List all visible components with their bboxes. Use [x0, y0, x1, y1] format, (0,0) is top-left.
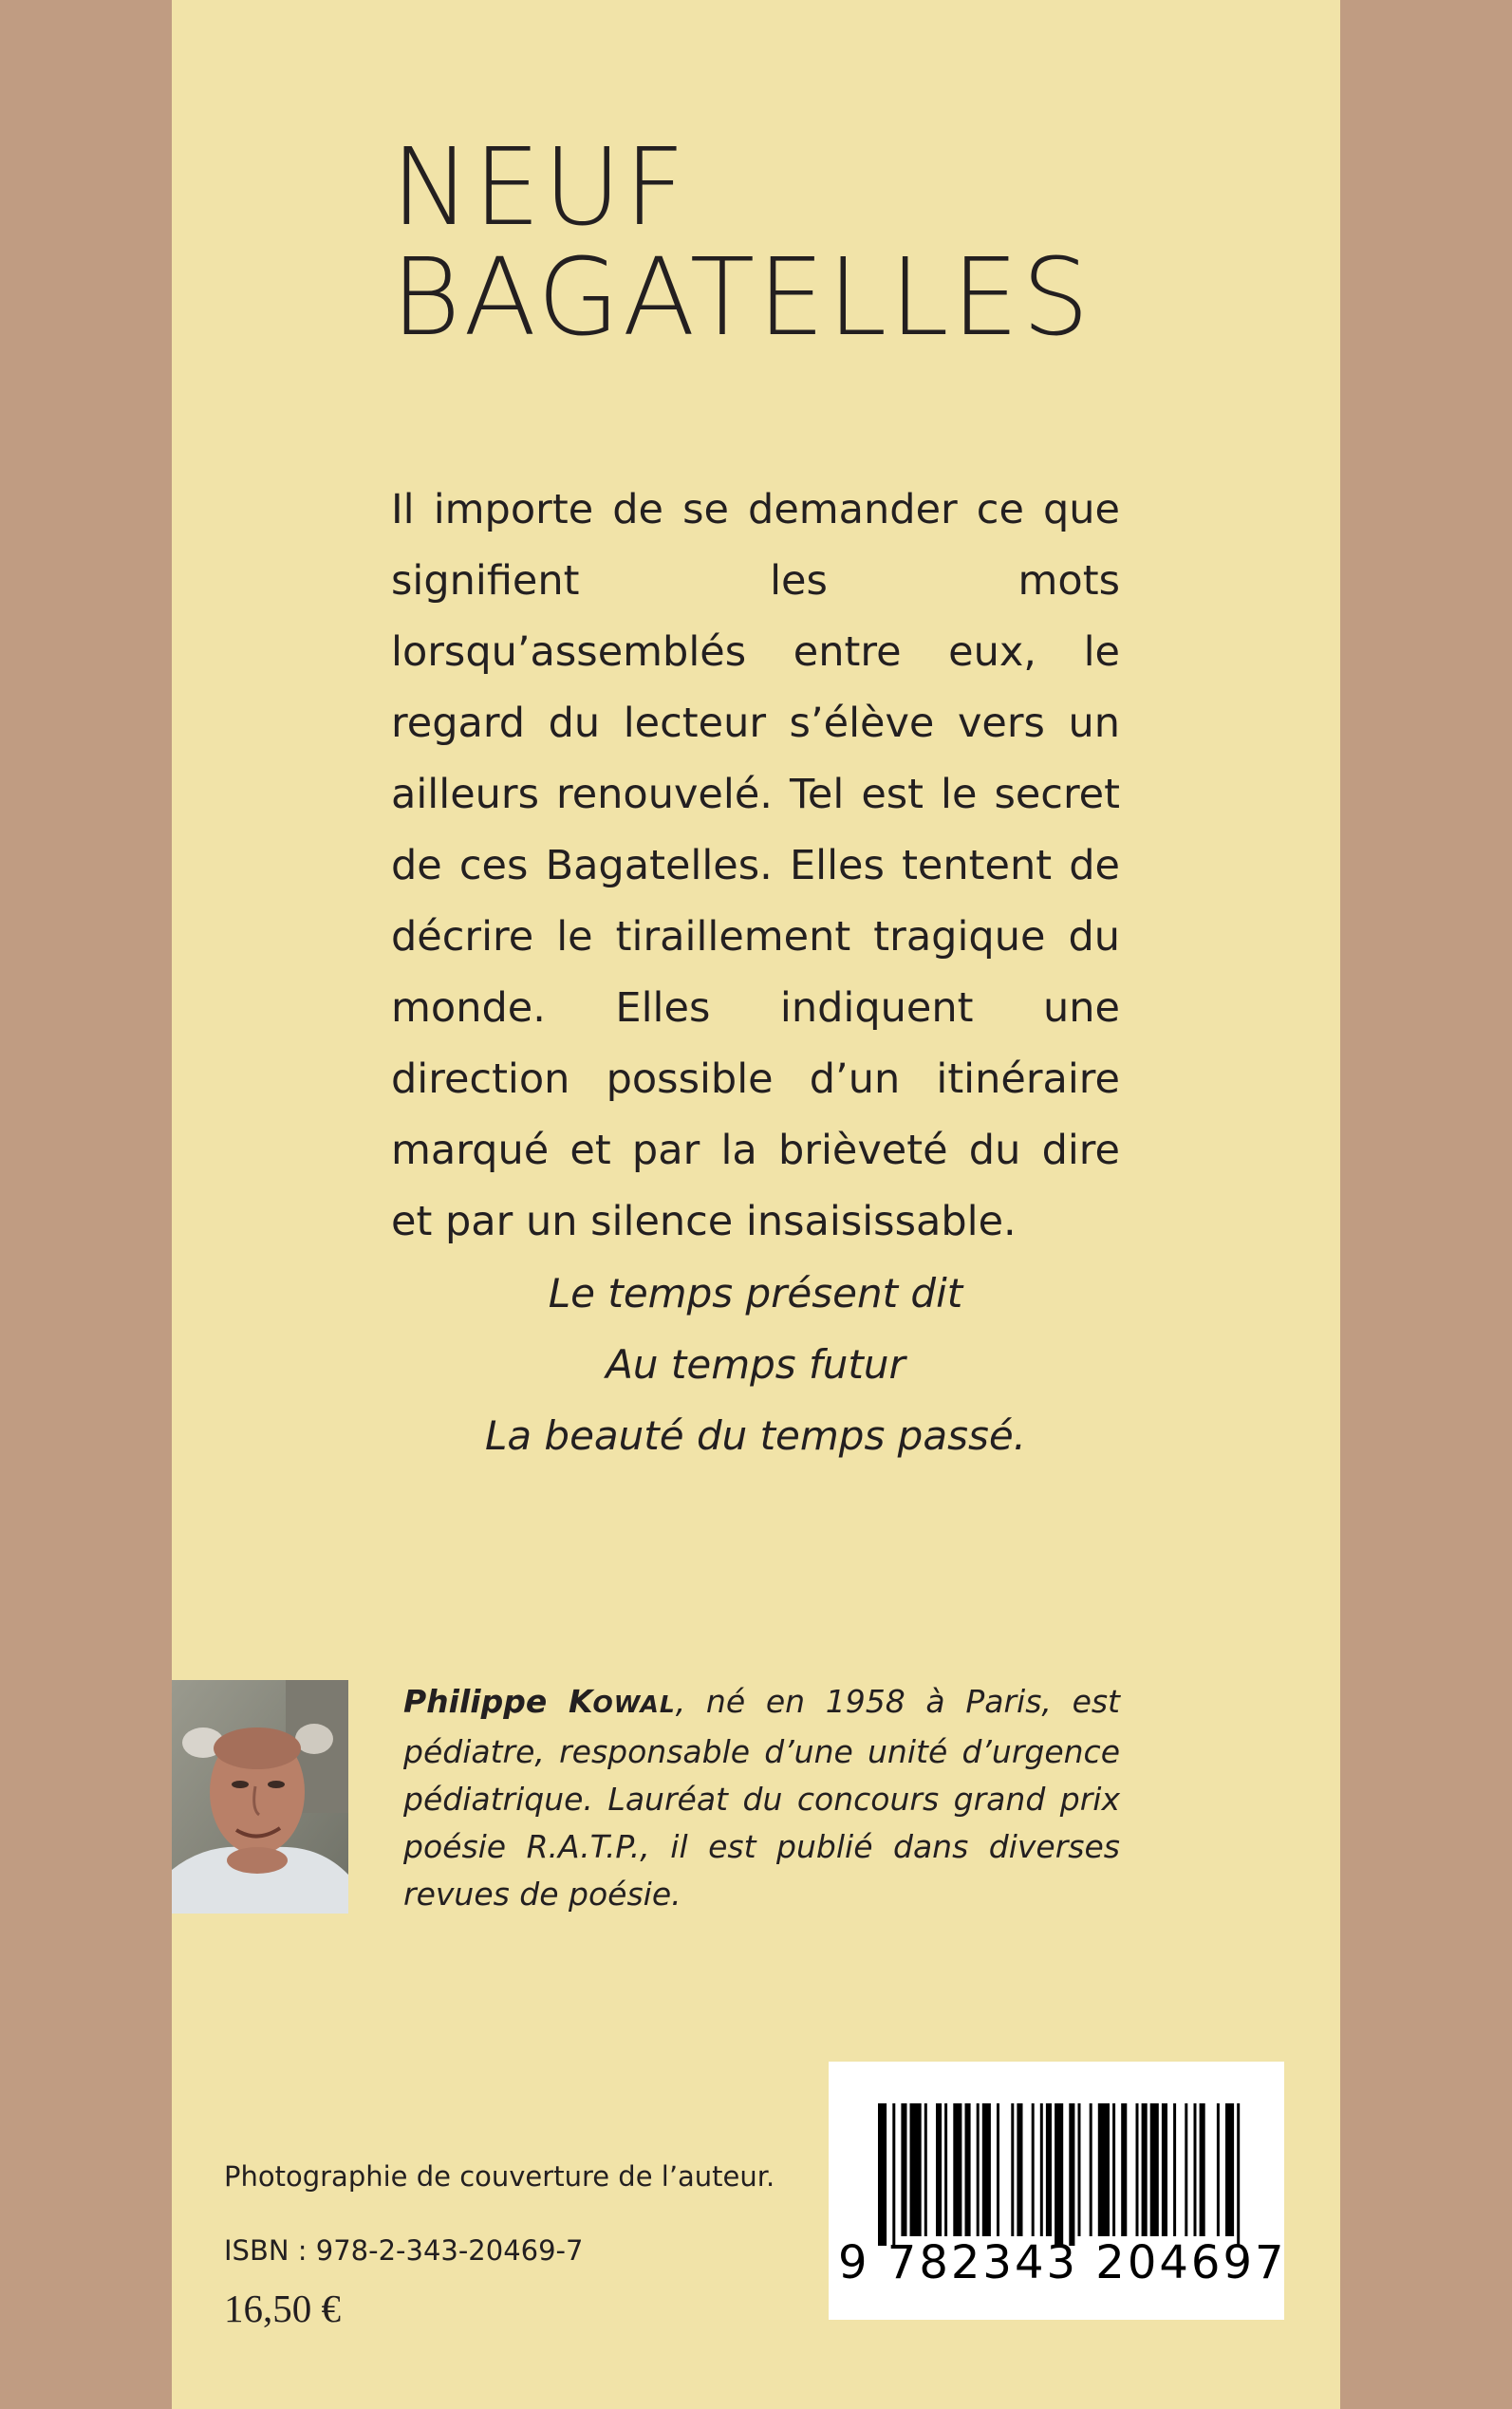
barcode-bar: [1225, 2103, 1234, 2236]
price-label: 16,50 €: [224, 2287, 341, 2330]
author-bio-text: , né en 1958 à Paris, est pédiatre, responsable d’une unité d’urgence pédiatrique. Lauréat du concours grand prix poésie R.A.T.P., il est publié dans diverses revues de poésie.: [403, 1683, 1120, 1913]
poem-line-2: Au temps futur: [606, 1341, 905, 1388]
author-portrait-image: [172, 1680, 348, 1914]
barcode-bar: [901, 2103, 906, 2236]
barcode-bar: [1011, 2103, 1014, 2236]
barcode-bar: [1142, 2103, 1148, 2236]
barcode-bar: [977, 2103, 980, 2236]
barcode-bar: [1237, 2103, 1240, 2246]
barcode-bar: [936, 2103, 942, 2236]
barcode-bar: [965, 2103, 971, 2236]
barcode-bar: [982, 2103, 991, 2236]
barcode-bar: [1017, 2103, 1022, 2236]
book-title: [391, 126, 1092, 360]
barcode-bar: [878, 2103, 887, 2246]
photo-credit: Photographie de couverture de l’auteur.: [224, 2160, 775, 2193]
barcode-digits: 9 782343 204697: [838, 2236, 1287, 2289]
barcode-bar: [1069, 2103, 1074, 2246]
author-name: [403, 1683, 676, 1720]
author-last-name-rest: OWAL: [592, 1690, 676, 1718]
barcode-bar: [1032, 2103, 1035, 2236]
barcode-bar: [1121, 2103, 1127, 2236]
barcode-bar: [910, 2103, 922, 2236]
barcode-bar: [997, 2103, 999, 2236]
barcode-bar: [1173, 2103, 1176, 2236]
poem-excerpt: [391, 1258, 1120, 1471]
barcode-bar: [1098, 2103, 1110, 2236]
barcode-bar: [1046, 2103, 1052, 2236]
blurb-text: Il importe de se demander ce que signifient les mots lorsqu’assemblés entre eux, le regard du lecteur s’élève vers un ailleurs renouvelé. Tel est le secret de ces Bagatelles. Elles tentent de décrire le tiraillement tragique du monde. Elles indiquent une direction possible d’un itinéraire marqué et par la brièveté du dire et par un silence insaisissable.: [391, 486, 1120, 1245]
barcode-bar: [1040, 2103, 1043, 2236]
poem-line-1: Le temps présent dit: [548, 1270, 963, 1317]
barcode-bar: [1090, 2103, 1092, 2236]
poem-line-3: La beauté du temps passé.: [484, 1412, 1027, 1459]
author-last-name-initial: K: [568, 1683, 593, 1720]
barcode-bar: [953, 2103, 961, 2236]
barcode-bar: [1078, 2103, 1081, 2236]
author-first-name: Philippe: [403, 1683, 548, 1720]
barcode-bar: [1185, 2103, 1187, 2236]
barcode: [829, 2062, 1287, 2320]
barcode-bar: [892, 2103, 895, 2246]
author-bio: [403, 1678, 1120, 1918]
title-line-1: NEUF: [391, 126, 688, 250]
barcode-bar: [924, 2103, 927, 2236]
author-photo: [172, 1680, 348, 1914]
barcode-bar: [1217, 2103, 1220, 2236]
title-line-2: BAGATELLES: [391, 236, 1092, 360]
barcode-bar: [1150, 2103, 1159, 2236]
barcode-bar: [944, 2103, 947, 2236]
barcode-bar: [1200, 2103, 1205, 2236]
barcode-bar: [1055, 2103, 1063, 2246]
barcode-bar: [1112, 2103, 1115, 2236]
barcode-bar: [1136, 2103, 1139, 2236]
isbn-number: ISBN : 978-2-343-20469-7: [224, 2234, 584, 2267]
barcode-bar: [1194, 2103, 1197, 2236]
barcode-bar: [1162, 2103, 1167, 2236]
